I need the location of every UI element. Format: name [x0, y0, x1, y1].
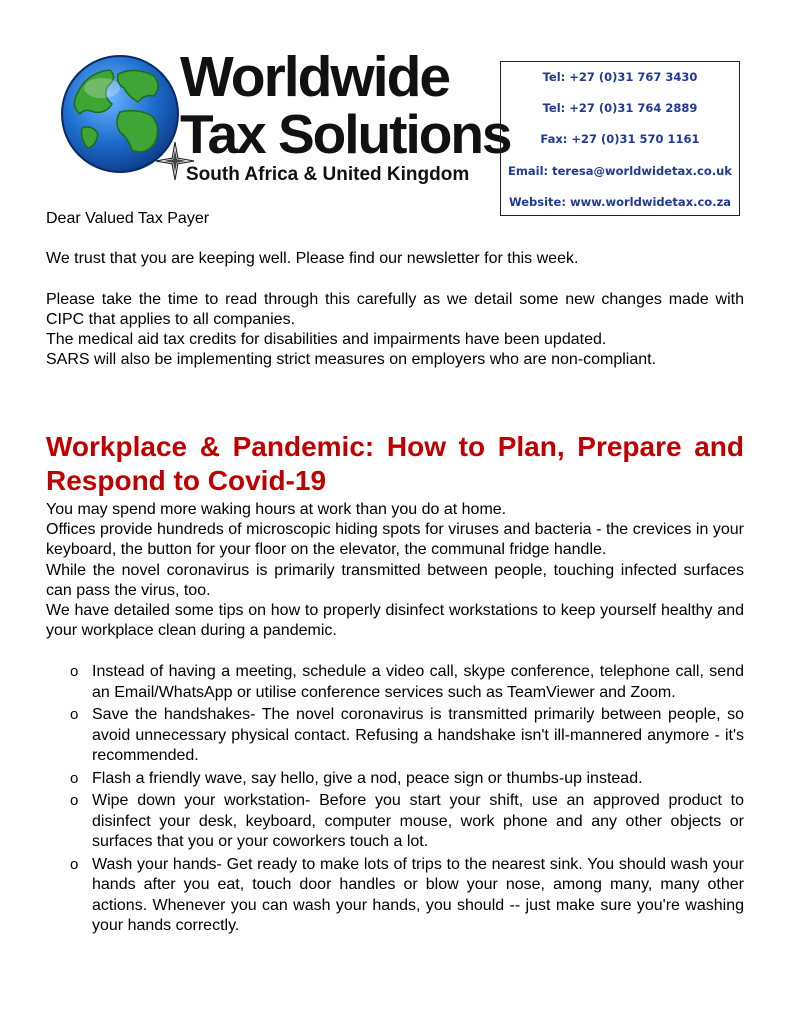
list-item-text: Flash a friendly wave, say hello, give a nod, peace sign or thumbs-up instead. [92, 769, 643, 787]
brand-name-line2: Tax Solutions [180, 103, 511, 165]
company-logo [52, 42, 511, 192]
bullet-marker: o [70, 792, 79, 809]
contact-email[interactable]: Email: teresa@worldwidetax.co.uk [508, 164, 732, 178]
article-paragraph-3: While the novel coronavirus is primarily transmitted between people, touching infected surfaces can pass the virus, too. [46, 562, 744, 599]
list-item-text: Instead of having a meeting, schedule a video call, skype conference, telephone call, send an Email/WhatsApp or utilise conference services such as TeamViewer and Zoom. [92, 663, 744, 701]
intro-paragraph-1: We trust that you are keeping well. Please find our newsletter for this week. [46, 250, 579, 267]
brand-tagline: South Africa & United Kingdom [186, 164, 470, 185]
list-item [70, 769, 744, 790]
bullet-marker: o [70, 855, 79, 873]
bullet-marker: o [70, 663, 79, 680]
contact-website[interactable]: Website: www.worldwidetax.co.za [508, 195, 732, 209]
list-item-text: Save the handshakes- The novel coronavirus is transmitted primarily between people, so avoid unnecessary physical contact. Refusing a handshake isn't ill-mannered anymore - it's recommended. [92, 706, 744, 764]
tips-list [70, 662, 744, 939]
list-item [70, 791, 744, 853]
article-paragraph-4: We have detailed some tips on how to properly disinfect workstations to keep yourself healthy and your workplace clean during a pandemic. [46, 602, 744, 639]
contact-box [500, 61, 740, 216]
bullet-marker: o [70, 769, 79, 787]
article-paragraph-1: You may spend more waking hours at work than you do at home. [46, 501, 507, 518]
article-paragraph-2: Offices provide hundreds of microscopic hiding spots for viruses and bacteria - the crevices in your keyboard, the button for your floor on the elevator, the communal fridge handle. [46, 521, 744, 558]
greeting: Dear Valued Tax Payer [46, 210, 210, 227]
list-item-text: Wipe down your workstation- Before you start your shift, use an approved product to disinfect your desk, keyboard, computer mouse, work phone and any other objects or surfaces that you or your coworkers touch a lot. [92, 792, 744, 850]
list-item-text: Wash your hands- Get ready to make lots of trips to the nearest sink. You should wash your hands after you eat, touch door handles or blow your nose, among many, many other actions. Whenever you can wash your hands, you should -- just make sure you're washing your hands correctly. [92, 855, 744, 934]
contact-fax: Fax: +27 (0)31 570 1161 [540, 132, 700, 146]
list-item [70, 662, 744, 703]
intro-paragraph-2: Please take the time to read through this carefully as we detail some new changes made with CIPC that applies to all companies. [46, 291, 744, 328]
brand-name-line1: Worldwide [180, 45, 450, 109]
list-item [70, 855, 744, 937]
bullet-marker: o [70, 706, 79, 723]
contact-tel-2: Tel: +27 (0)31 764 2889 [542, 101, 698, 115]
contact-tel-1: Tel: +27 (0)31 767 3430 [542, 70, 698, 84]
intro-paragraph-4: SARS will also be implementing strict measures on employers who are non-compliant. [46, 351, 657, 368]
article-headline: Workplace & Pandemic: How to Plan, Prepare and Respond to Covid-19 [46, 431, 744, 496]
list-item [70, 705, 744, 767]
intro-paragraph-3: The medical aid tax credits for disabilities and impairments have been updated. [46, 331, 607, 348]
